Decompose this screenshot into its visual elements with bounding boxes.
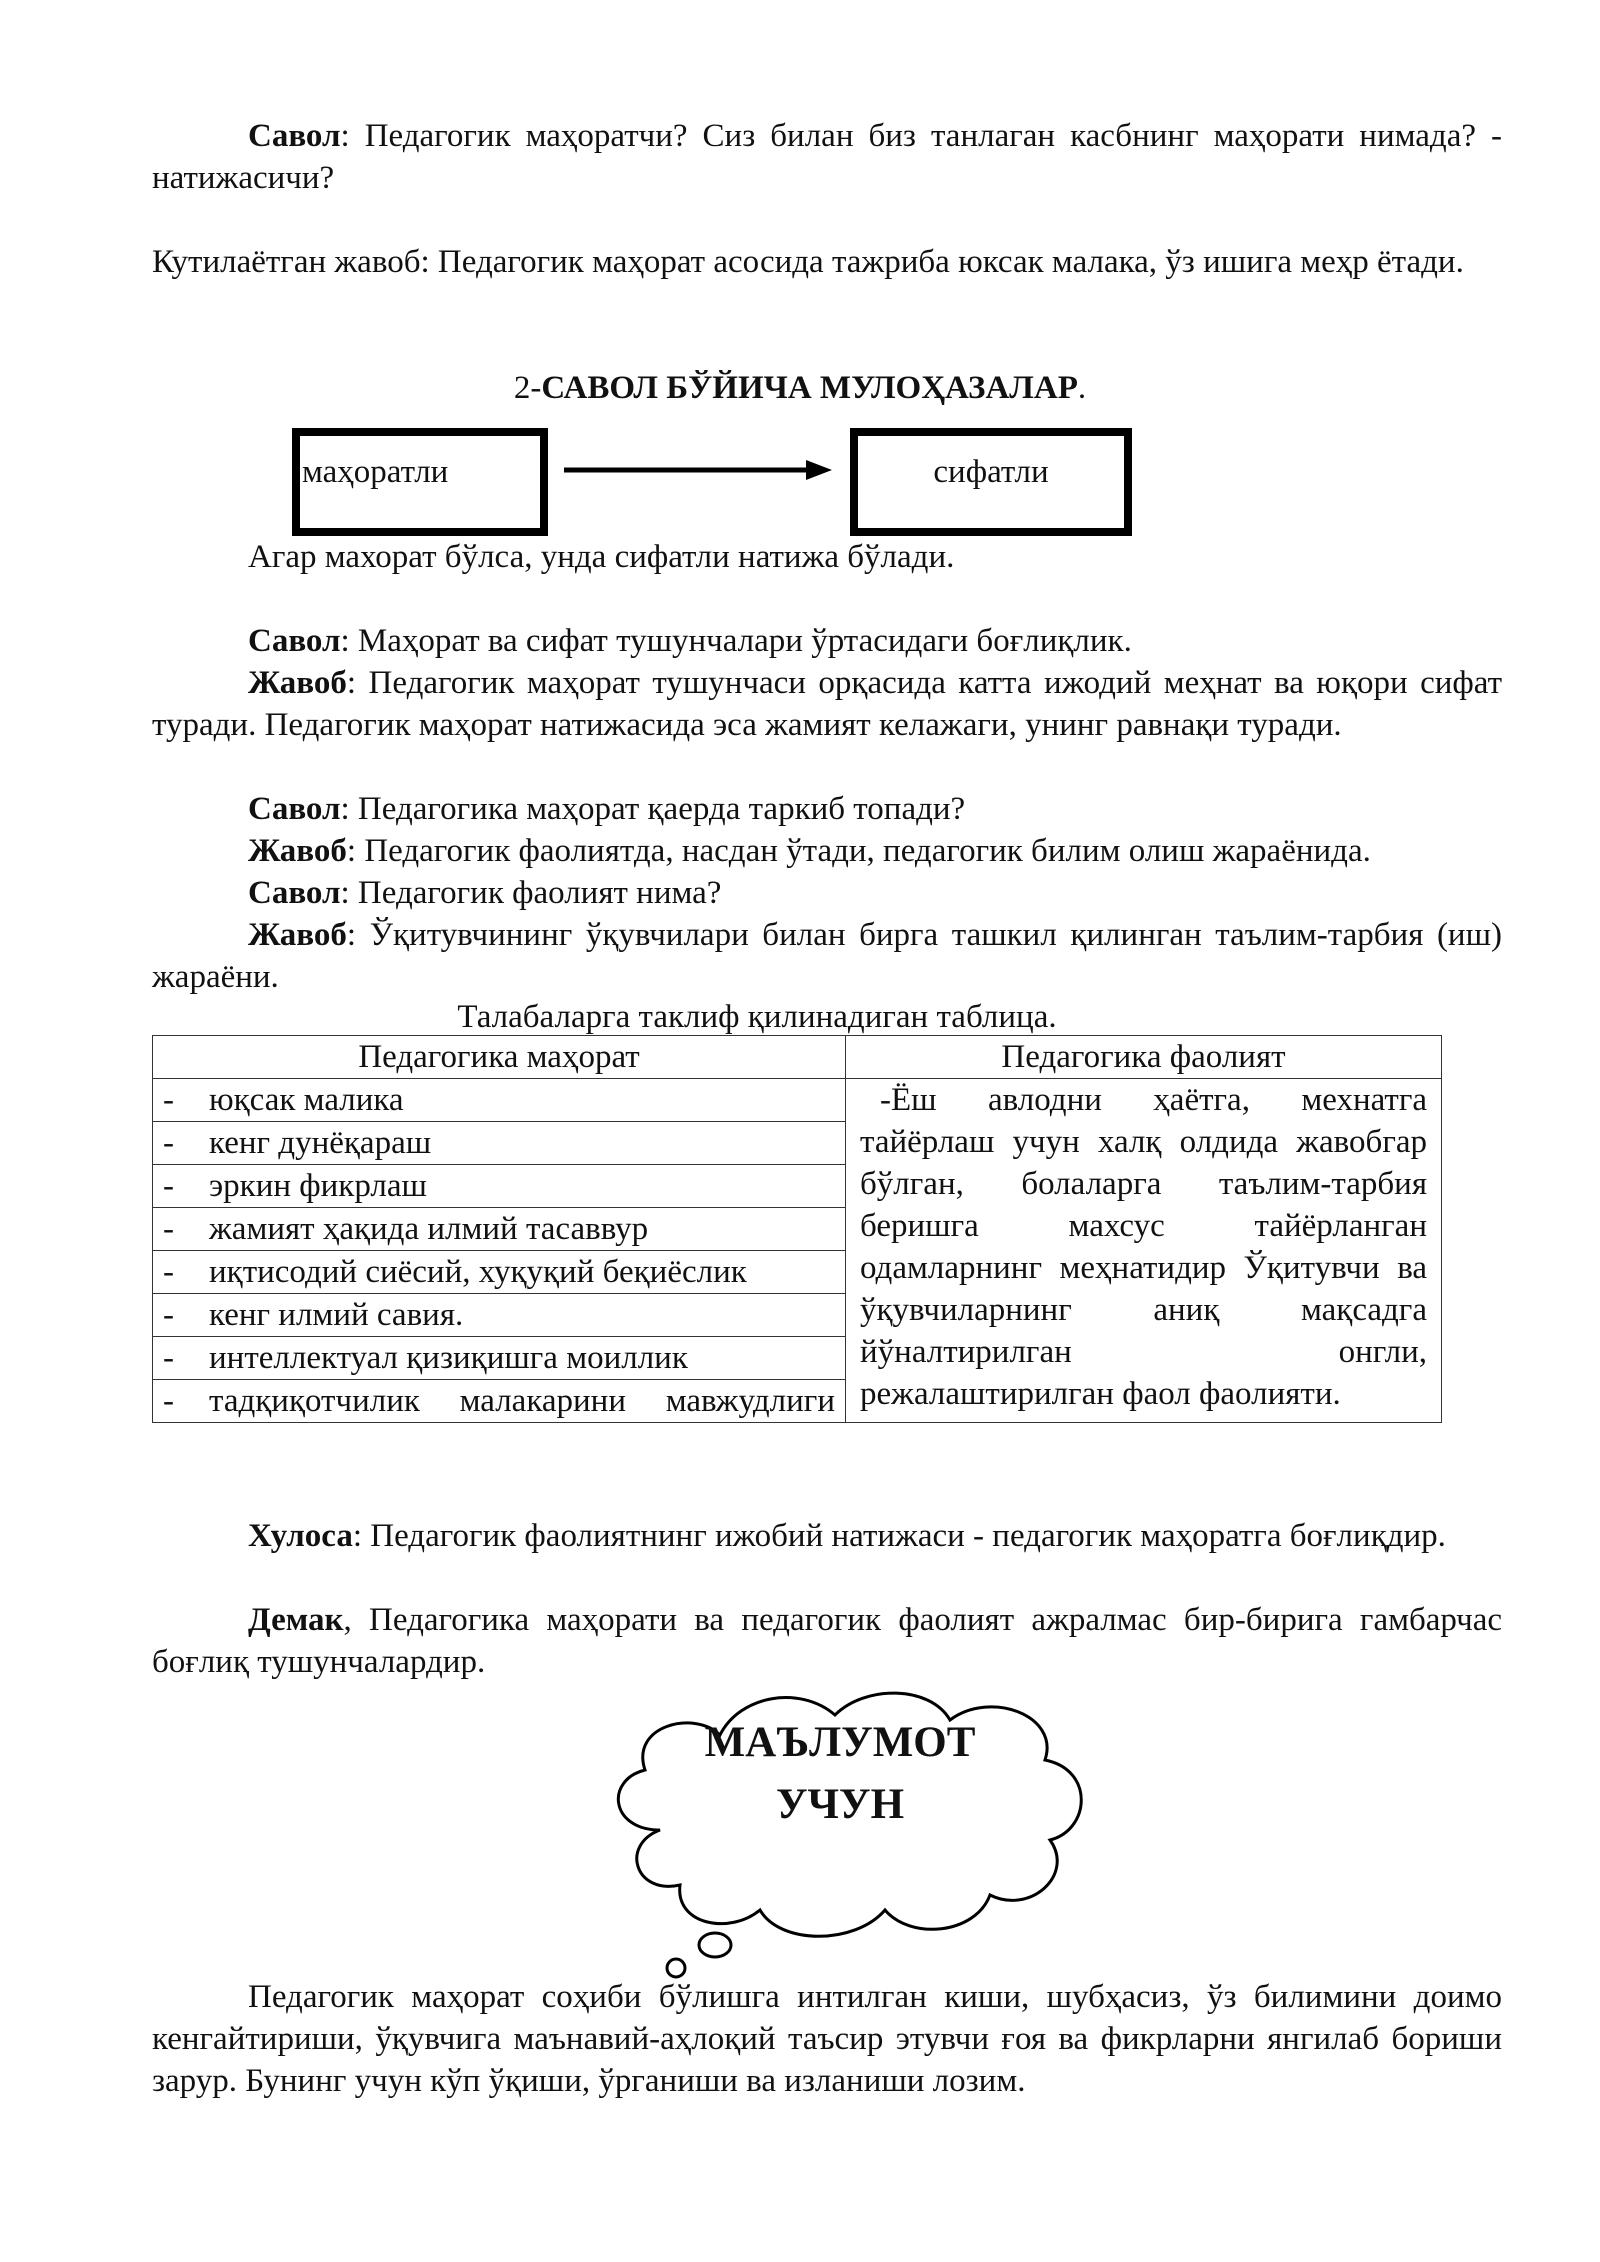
diagram-box-right	[850, 428, 1132, 536]
qa-question-2: Савол: Педагогика маҳорат қаерда таркиб топади?	[248, 791, 966, 827]
table-row: - жамият ҳақида илмий тасаввур	[153, 1208, 846, 1251]
diagram-box-left	[292, 428, 548, 536]
table-row: - интеллектуал қизиқишга моиллик	[153, 1337, 846, 1380]
expected-answer-paragraph: Кутилаётган жавоб: Педагогик маҳорат асосида тажриба юксак малака, ўз ишига меҳр ётади.	[152, 244, 1464, 280]
summary-paragraph: Хулоса: Педагогик фаолиятнинг ижобий натижаси - педагогик маҳоратга боғлиқдир.	[248, 1518, 1446, 1554]
question-paragraph	[152, 115, 1502, 199]
question-text: : Педагогик маҳоратчи? Сиз билан биз танлаган касбнинг маҳорати нимада? - натижасичи?	[152, 118, 1502, 196]
therefore-paragraph: Демак, Педагогика маҳорати ва педагогик фаолият ажралмас бир-бирига гамбарчас боғлиқ тушунчалардир.	[152, 1602, 1502, 1680]
table-caption: Талабаларга таклиф қилинадиган таблица.	[457, 999, 1057, 1035]
question-label: Савол	[248, 118, 341, 154]
conclusion-sentence: Агар махорат бўлса, унда сифатли натижа бўлади.	[248, 539, 955, 575]
list-item: интеллектуал қизиқишга моиллик	[209, 1340, 688, 1376]
final-paragraph: Педагогик маҳорат соҳиби бўлишга интилган киши, шубҳасиз, ўз билимини доимо кенгайтириши, ўқувчига маънавий-аҳлоқий таъсир этувчи ғоя ва фикрларни янгилаб бориши зарур. Бунинг учун кўп ўқиши, ўрганиши ва изланиши лозим.	[152, 1979, 1502, 2099]
table-cell-activity: -Ёш авлодни ҳаётга, мехнатга тайёрлаш учун халқ олдида жавобгар бўлган, болаларга таълим-тарбия беришга махсус тайёрланган одамларнинг меҳнатидир Ўқитувчи ва ўқувчиларнинг аниқ мақсадга йўналтирилган онгли, режалаштирилган фаол фаолияти.	[846, 1079, 1442, 1423]
section-heading: 2-САВОЛ БЎЙИЧА МУЛОҲАЗАЛАР.	[513, 370, 1087, 406]
list-item: кенг илмий савия.	[209, 1297, 464, 1333]
list-item: жамият ҳақида илмий тасаввур	[209, 1211, 649, 1247]
list-item: тадқиқотчилик малакарини мавжудлиги	[209, 1383, 835, 1419]
table-row: - иқтисодий сиёсий, хуқуқий беқиёслик	[153, 1251, 846, 1294]
list-item: иқтисодий сиёсий, хуқуқий беқиёслик	[209, 1254, 747, 1290]
table-row: - юқсак малика	[153, 1079, 846, 1122]
table-header-left: Педагогика маҳорат	[153, 1036, 846, 1079]
table-header-right: Педагогика фаолият	[846, 1036, 1442, 1079]
table-row: - кенг илмий савия.	[153, 1294, 846, 1337]
comparison-table	[152, 1035, 1442, 1423]
table-row: - тадқиқотчилик малакарини мавжудлиги	[153, 1380, 846, 1423]
qa-answer-3: Жавоб: Ўқитувчининг ўқувчилари билан бирга ташкил қилинган таълим-тарбия (иш) жараёни.	[152, 917, 1502, 995]
list-item: кенг дунёқараш	[209, 1125, 432, 1161]
list-item: юқсак малика	[209, 1082, 404, 1118]
qa-question-3: Савол: Педагогик фаолият нима?	[248, 875, 722, 911]
cloud-text: МАЪЛУМОТ УЧУН	[704, 1719, 976, 1828]
diagram-box-right-label: сифатли	[933, 454, 1049, 490]
qa-question-1: Савол: Маҳорат ва сифат тушунчалари ўртасидаги боғлиқлик.	[248, 623, 1132, 659]
diagram-arrow	[560, 455, 840, 485]
table-row: - эркин фикрлаш	[153, 1165, 846, 1208]
qa-answer-2: Жавоб: Педагогик фаолиятда, насдан ўтади, педагогик билим олиш жараёнида.	[248, 833, 1371, 869]
table-row: - кенг дунёқараш	[153, 1122, 846, 1165]
diagram-box-left-label: маҳоратли	[302, 454, 449, 490]
qa-answer-1: Жавоб: Педагогик маҳорат тушунчаси орқасида катта ижодий меҳнат ва юқори сифат туради. Педагогик маҳорат натижасида эса жамият келажаги, унинг равнақи туради.	[152, 665, 1502, 743]
list-item: эркин фикрлаш	[209, 1168, 427, 1204]
